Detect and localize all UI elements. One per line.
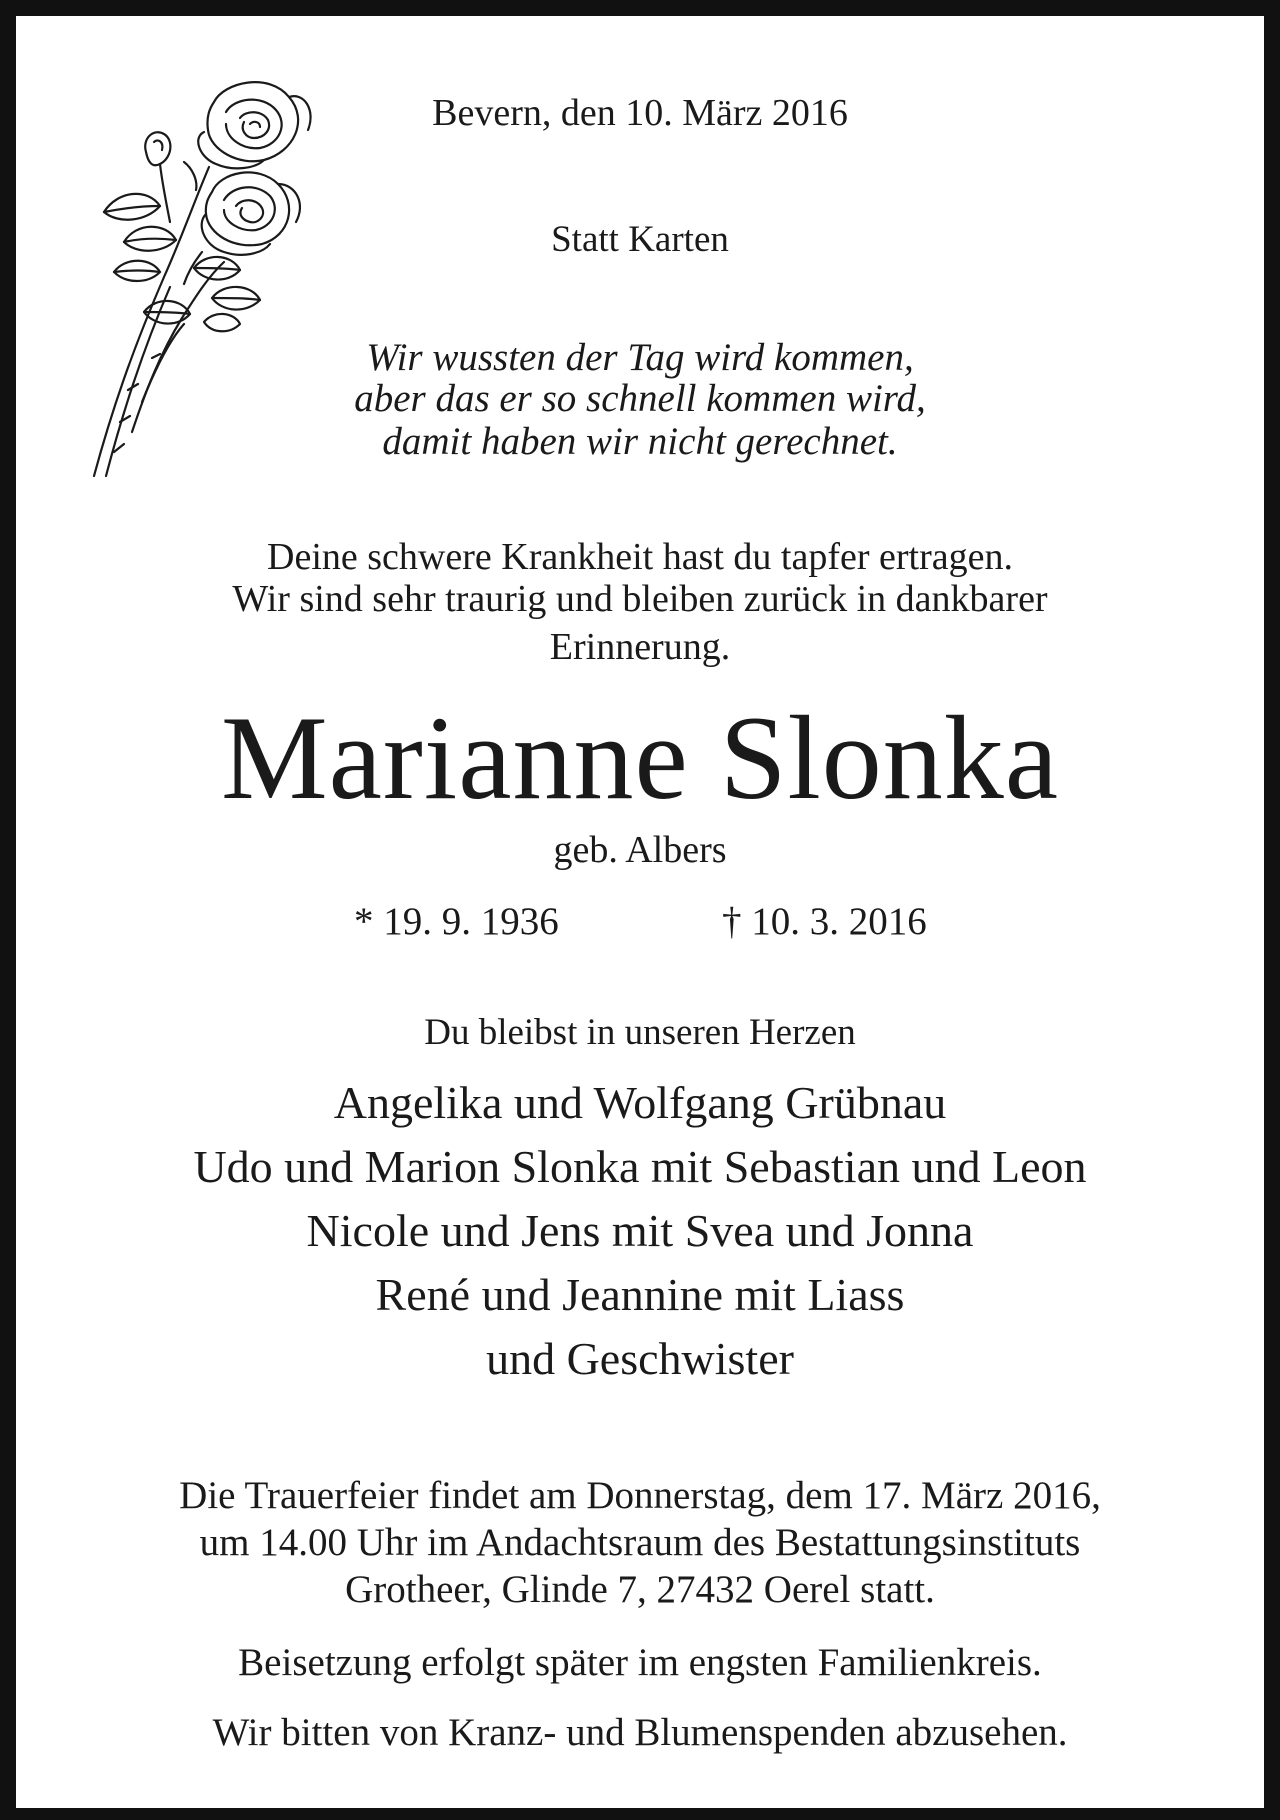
mourner-line-5: und Geschwister	[486, 1333, 794, 1384]
mourner-line-2: Udo und Marion Slonka mit Sebastian und Leon	[193, 1141, 1087, 1192]
tribute-line-2: Wir sind sehr traurig und bleiben zurück in dankbarer	[232, 578, 1048, 620]
poem-line-1: Wir wussten der Tag wird kommen,	[366, 336, 914, 379]
mourners-intro: Du bleibst in unseren Herzen	[424, 1012, 856, 1053]
birth-date: * 19. 9. 1936	[354, 900, 559, 943]
deceased-name: Marianne Slonka	[220, 691, 1060, 824]
mourner-line-3: Nicole und Jens mit Svea und Jonna	[306, 1205, 974, 1256]
place-date: Bevern, den 10. März 2016	[432, 92, 848, 134]
statt-karten: Statt Karten	[551, 219, 729, 260]
flowers-request: Wir bitten von Kranz- und Blumenspenden abzusehen.	[212, 1711, 1068, 1754]
death-date: † 10. 3. 2016	[722, 900, 927, 943]
tribute-line-1: Deine schwere Krankheit hast du tapfer ertragen.	[267, 536, 1013, 578]
service-line-1: Die Trauerfeier findet am Donnerstag, dem 17. März 2016,	[179, 1474, 1101, 1517]
burial-note: Beisetzung erfolgt später im engsten Familienkreis.	[238, 1641, 1042, 1684]
maiden-name: geb. Albers	[553, 829, 727, 871]
tribute-line-3: Erinnerung.	[549, 626, 731, 668]
service-line-3: Grotheer, Glinde 7, 27432 Oerel statt.	[345, 1568, 935, 1611]
mourner-line-4: René und Jeannine mit Liass	[375, 1269, 905, 1320]
poem-line-2: aber das er so schnell kommen wird,	[354, 377, 926, 420]
service-line-2: um 14.00 Uhr im Andachtsraum des Bestattungsinstituts	[199, 1521, 1081, 1564]
poem-line-3: damit haben wir nicht gerechnet.	[382, 420, 898, 463]
mourner-line-1: Angelika und Wolfgang Grübnau	[333, 1077, 947, 1128]
